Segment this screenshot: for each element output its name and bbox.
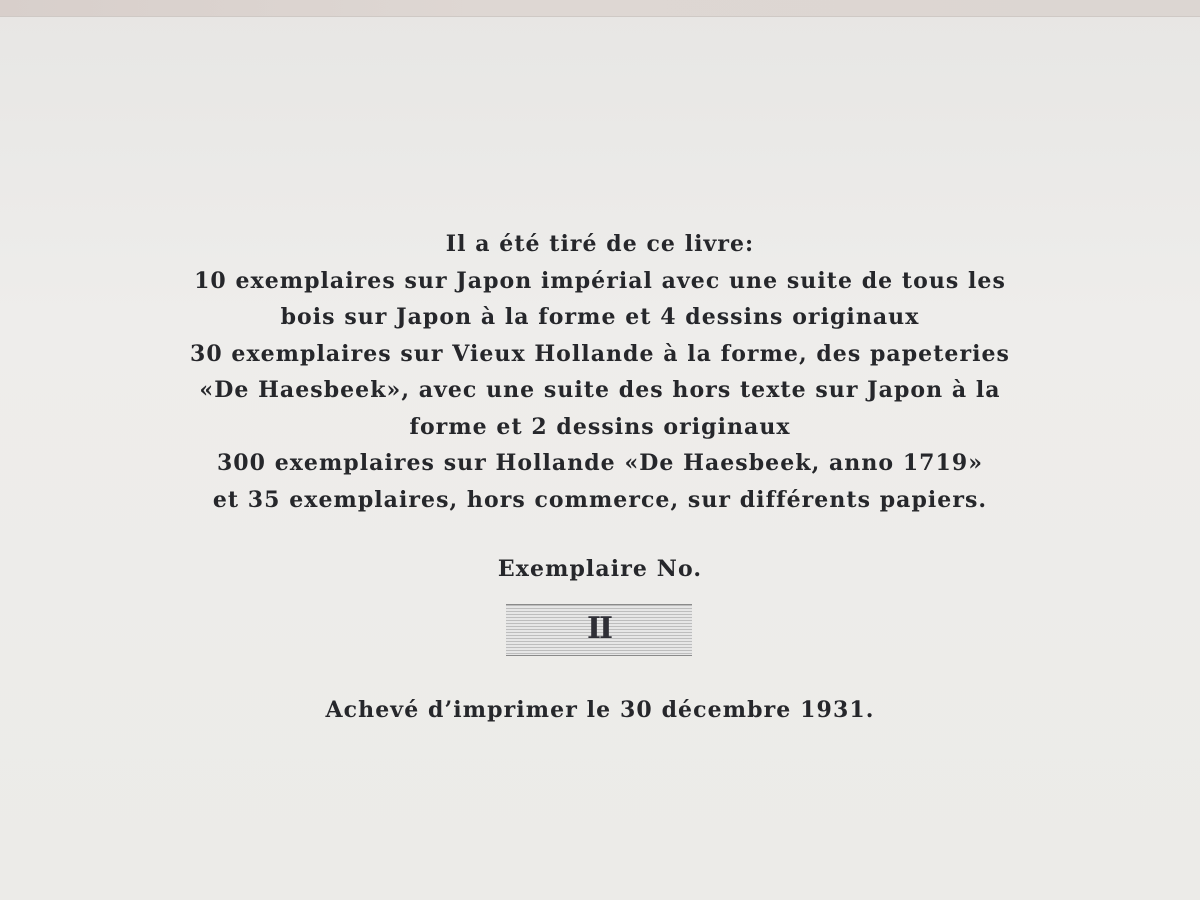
colophon-line: Il a été tiré de ce livre:: [445, 231, 755, 257]
printing-date: Achevé d’imprimer le 30 décembre 1931.: [325, 697, 875, 723]
colophon-line: 30 exemplaires sur Vieux Hollande à la forme, des papeteries: [190, 340, 1010, 367]
exemplaire-number: II: [586, 611, 612, 646]
colophon-line: bois sur Japon à la forme et 4 dessins originaux: [280, 304, 920, 330]
colophon-line: 300 exemplaires sur Hollande «De Haesbeek, anno 1719»: [216, 450, 984, 476]
colophon-text: [100, 226, 1100, 518]
colophon-line: forme et 2 dessins originaux: [409, 413, 791, 440]
exemplaire-label: Exemplaire No.: [497, 556, 703, 582]
colophon-line: 10 exemplaires sur Japon impérial avec une suite de tous les: [194, 267, 1006, 294]
colophon-line: «De Haesbeek», avec une suite des hors texte sur Japon à la: [199, 377, 1001, 403]
colophon-line: et 35 exemplaires, hors commerce, sur différents papiers.: [212, 486, 988, 513]
exemplaire-number-box: [506, 604, 692, 656]
paper-top-edge: [0, 0, 1200, 17]
